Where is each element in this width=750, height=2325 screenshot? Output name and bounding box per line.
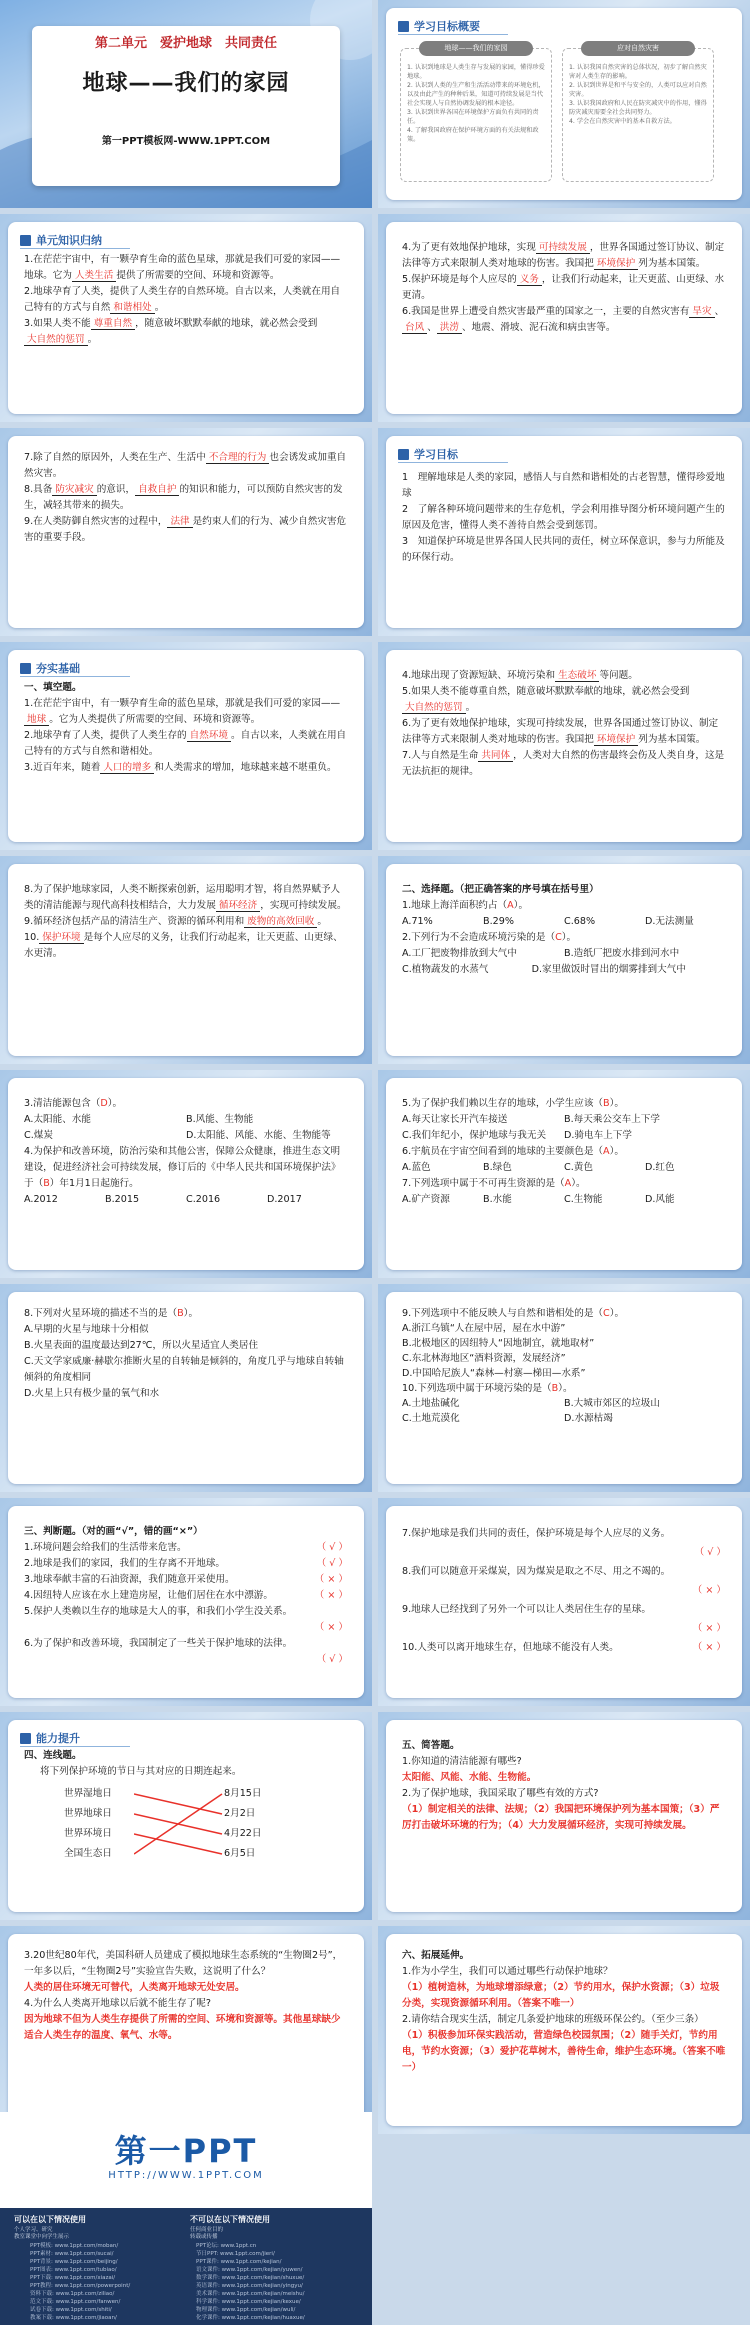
options: A.71% B.29% C.68% D.无法测量 [402,916,694,927]
options: C.植物蔬发的水蒸气 D.家里做饭时冒出的烟雾排到大气中 [402,964,686,975]
question: 7.下列选项中属于不可再生资源的是（A）。 [402,1178,586,1189]
question: 9.在人类防御自然灾害的过程中， 法律 是约束人们的行为、减少自然灾害危害的重要手段。 [24,516,347,543]
slide-knowledge-2 [378,214,750,422]
judge-item: 2.地球是我们的家园，我们的生存离不开地球。 （ √ ） [24,1558,348,1569]
question: 7.人与自然是生命 共同体 ，人类对大自然的伤害最终会伤及人类自身，这是无法抗拒的规律。 [402,750,725,777]
question: 4.为什么人类离开地球以后就不能生存了呢? [24,1998,211,2009]
match-right-item: 2月2日 [224,1808,256,1819]
slide-basics-3 [0,856,372,1064]
options: A.矿产资源 B.水能 C.生物能 D.风能 [402,1194,675,1205]
judge-item: 1.环境问题会给我们的生活带来危害。 （ √ ） [24,1542,348,1553]
footer-link[interactable]: 资料下载: www.1ppt.com/ziliao/ [30,2291,115,2297]
question: 1.你知道的清洁能源有哪些? [402,1756,522,1767]
slide-basics-1 [0,642,372,850]
section-title: 六、拓展延伸。 [402,1950,470,1961]
goal-box-disaster: 应对自然灾害 1. 认识我国自然灾害的总体状况，初步了解自然灾害对人类生存的影响。 2. 认识到世界是和平与安全的，人类可以应对自然灾害。 3. 认识我国政府和人民在防灾减灾中的作用，懂得防灾减灾需要全社会共同努力。 4. 学会在自然灾害中的基本自救方法。 [562,48,714,182]
footer-link[interactable]: PPT背景: www.1ppt.com/beijing/ [30,2259,118,2265]
footer-link[interactable]: PPT教程: www.1ppt.com/powerpoint/ [30,2283,131,2289]
question: 6.宇航员在宇宙空间看到的地球的主要颜色是（A）。 [402,1146,624,1157]
footer-link[interactable]: 试卷下载: www.1ppt.com/shiti/ [30,2307,112,2313]
question: 2.下列行为不会造成环境污染的是（C）。 [402,932,577,943]
header-square-icon [20,663,31,674]
question: 5.保护环境是每个人应尽的 义务 ，让我们行动起来，让天更蓝、山更绿、水更清。 [402,274,725,301]
footer-link[interactable]: PPT论坛: www.1ppt.cn [196,2243,257,2249]
knowledge-header: 单元知识归纳 [20,231,102,249]
match-line [134,1794,222,1814]
question: 8.具备 防灾减灾 的意识， 自救自护 的知识和能力，可以预防自然灾害的发生，减轻其带来的损失。 [24,484,343,511]
question: 1.作为小学生，我们可以通过哪些行动保护地球？ [402,1966,613,1977]
options: A.土地盐碱化 B.大城市郊区的垃圾山 [402,1398,660,1409]
footer-link[interactable]: 美术课件: www.1ppt.com/kejian/meishu/ [196,2291,305,2297]
goal-item: 2 了解各种环境问题带来的生存危机，学会利用推导图分析环境问题产生的原因及危害，懂得人类不善待自然会受到惩罚。 [402,504,725,531]
goal-box-earth: 地球——我们的家园 1. 认识到地球是人类生存与发展的家园，懂得珍爱地球。 2. 认识到人类的生产和生活活动带来的环境危机，以及由此产生的种种后果，知道可持续发展是当代社会实现人与自然协调发展的根本途径。 3. 认识到世界各国在环境保护方面负有共同的责任。 4. 了解我国政府在保护环境方面的有关法规和政策。 [400,48,552,182]
slide-choice-2 [0,1070,372,1278]
judge-item: 8.我们可以随意开采煤炭，因为煤炭是取之不尽、用之不竭的。 [402,1566,671,1577]
question: 2.地球孕育了人类，提供了人类生存的 自然环境 。自古以来，人类就在用自己特有的方式与自然和谐相处。 [24,730,347,757]
judge-item: 9.地球人已经找到了另外一个可以让人类居住生存的星球。 [402,1604,651,1615]
judge-item: 7.保护地球是我们共同的责任，保护环境是每个人应尽的义务。 [402,1528,671,1539]
slide-ability [0,1712,372,1920]
match-left-item: 世界环境日 [64,1828,112,1839]
judge-item: 6.为了保护和改善环境，我国制定了一些关于保护地球的法律。 [24,1638,293,1649]
options: C.煤炭 D.太阳能、风能、水能、生物能等 [24,1130,331,1141]
section-title: 二、选择题。（把正确答案的序号填在括号里） [402,884,599,895]
answer: 人类的居住环境无可替代，人类离开地球无处安居。 [24,1982,245,1993]
cover-site: 第一PPT模板网-WWW.1PPT.COM [101,136,271,147]
footer-link[interactable]: 化学课件: www.1ppt.com/kejian/huaxue/ [196,2315,305,2321]
footer-link[interactable]: 节日PPT: www.1ppt.com/jieri/ [196,2251,275,2257]
option: B.北极地区的因纽特人“因地制宜，就地取材” [402,1338,595,1349]
header-square-icon [20,1733,31,1744]
footer-links-right [196,2242,366,2322]
question: 1.在茫茫宇宙中，有一颗孕育生命的蓝色星球，那就是我们可爱的家园——地球。它为 人类生活 提供了所需要的空间、环境和资源等。 [24,254,341,281]
answer: 因为地球不但为人类生存提供了所需的空间、环境和资源等。其他星球缺少适合人类生存的温度、氧气、水等。 [24,2014,341,2041]
question: 2.为了保护地球，我国采取了哪些有效的方式? [402,1788,599,1799]
footer-link[interactable]: 英语课件: www.1ppt.com/kejian/yingyu/ [196,2283,303,2289]
question: 6.我国是世界上遭受自然灾害最严重的国家之一，主要的自然灾害有 旱灾 、台风 、 洪涝 、地震、滑坡、泥石流和病虫害等。 [402,306,725,333]
usage-forbidden-title: 不可以在以下情况使用 [190,2215,270,2224]
option: A.早期的火星与地球十分相似 [24,1324,149,1335]
match-right-item: 4月22日 [224,1828,262,1839]
header-square-icon [398,449,409,460]
brand-url[interactable]: HTTP://WWW.1PPT.COM [108,2170,264,2181]
footer-link[interactable]: 数学课件: www.1ppt.com/kejian/shuxue/ [196,2275,305,2281]
question: 7.除了自然的原因外，人类在生产、生活中 不合理的行为 也会诱发或加重自然灾害。 [24,452,347,479]
slide-learning-goals [378,428,750,636]
judge-item: 10.人类可以离开地球生存，但地球不能没有人类。 （ × ） [402,1642,726,1653]
section-title: 四、连线题。 [24,1750,82,1761]
slide-knowledge-1 [0,214,372,422]
slide-knowledge-3 [0,428,372,636]
cover-unit-title: 第二单元 爱护地球 共同责任 [94,36,277,51]
match-line [134,1794,222,1854]
footer-link[interactable]: PPT图表: www.1ppt.com/tubiao/ [30,2267,117,2273]
option: B.火星表面的温度最达到27℃，所以火星适宜人类居住 [24,1340,259,1351]
match-intro: 将下列保护环境的节日与其对应的日期连起来。 [40,1766,242,1777]
header-square-icon [20,235,31,246]
slide-footer-ad [0,2112,372,2325]
question: 10. 保护环境 是每个人应尽的义务，让我们行动起来，让天更蓝、山更绿、水更清。 [24,932,343,959]
question: 8.下列对火星环境的描述不当的是（B）。 [24,1308,199,1319]
footer-link[interactable]: PPT下载: www.1ppt.com/xiazai/ [30,2275,116,2281]
section-title: 五、简答题。 [402,1740,460,1751]
slide-choice-3 [378,1070,750,1278]
header-square-icon [398,21,409,32]
judge-item: 3.地球奉献丰富的石油资源，我们随意开采使用。 （ × ） [24,1574,348,1585]
match-right-item: 8月15日 [224,1788,262,1799]
option: D.火星上只有极少量的氧气和水 [24,1388,160,1399]
question: 8.为了保护地球家园，人类不断探索创新，运用聪明才智，将自然界赋予人类的清洁能源与现代高科技相结合，大力发展 循环经济 ，实现可持续发展。 [24,884,347,911]
overview-header: 学习目标概要 [398,17,480,35]
question: 1.地球上海洋面积约占（A）。 [402,900,529,911]
footer-link[interactable]: 物理课件: www.1ppt.com/kejian/wuli/ [196,2307,296,2313]
brand-logo: 第一PPT [114,2132,258,2170]
question: 10.下列选项中属于环境污染的是（B）。 [402,1383,573,1394]
question: 2.地球孕育了人类，提供了人类生存的自然环境。自古以来，人类就在用自己特有的方式与自然 和谐相处 。 [24,286,341,313]
match-left-item: 世界湿地日 [64,1788,112,1799]
section-title: 三、判断题。（对的画“√”，错的画“×”） [24,1526,203,1537]
slide-choice-4 [0,1284,372,1492]
goals-header: 学习目标 [398,445,458,463]
question: 2.请你结合现实生活，制定几条爱护地球的班级环保公约。（至少三条） [402,2014,704,2025]
footer-links-left [30,2242,200,2322]
slide-choice-5 [378,1284,750,1492]
options: A.2012 B.2015 C.2016 D.2017 [24,1194,302,1205]
footer-link[interactable]: PPT课件: www.1ppt.com/kejian/ [196,2259,282,2265]
slide-short-answer-2 [0,1926,372,2134]
question: 3.如果人类不能 尊重自然 ，随意破坏默默奉献的地球，就必然会受到大自然的惩罚 。 [24,318,318,345]
question: 4.地球出现了资源短缺、环境污染和 生态破坏 等问题。 [402,670,638,681]
match-lines [134,1786,224,1866]
question: 5.为了保护我们赖以生存的地球，小学生应该（B）。 [402,1098,625,1109]
option: C.东北林海地区“酒料资源，发展经济” [402,1353,566,1364]
goal-box-title: 地球——我们的家园 [419,41,533,56]
match-left-item: 世界地球日 [64,1808,112,1819]
slide-choice-1 [378,856,750,1064]
match-right-item: 6月5日 [224,1848,256,1859]
options: A.太阳能、水能 B.风能、生物能 [24,1114,254,1125]
ability-header: 能力提升 [20,1729,80,1747]
options: A.每天让家长开汽车接送 B.每天乘公交车上下学 [402,1114,660,1125]
options: A.蓝色 B.绿色 C.黄色 D.红色 [402,1162,675,1173]
goal-item: 1 理解地球是人类的家园，感悟人与自然和谐相处的古老智慧，懂得珍爱地球 [402,472,725,499]
answer: （1）制定相关的法律、法规；（2）我国把环境保护列为基本国策；（3）严厉打击破坏环境的行为；（4）大力发展循环经济，实现可持续发展。 [402,1804,720,1831]
question: 1.在茫茫宇宙中，有一颗孕育生命的蓝色星球，那就是我们可爱的家园——地球 。它为人类提供了所需要的空间、环境和资源等。 [24,698,341,725]
question: 9.循环经济包括产品的清洁生产、资源的循环利用和 废物的高效回收 。 [24,916,327,927]
match-left-item: 全国生态日 [64,1848,112,1859]
answer: 太阳能、风能、水能、生物能。 [402,1772,537,1783]
slide-short-answer-1 [378,1712,750,1920]
question: 5.如果人类不能尊重自然，随意破坏默默奉献的地球，就必然会受到大自然的惩罚 。 [402,686,690,713]
options: C.我们年纪小，保护地球与我无关 D.骑电车上下学 [402,1130,632,1141]
cover-main-title: 地球——我们的家园 [82,71,290,96]
slide-basics-2 [378,642,750,850]
footer-link[interactable]: PPT模板: www.1ppt.com/moban/ [30,2243,119,2249]
section-title: 一、填空题。 [24,682,82,693]
footer-link[interactable]: 教案下载: www.1ppt.com/jiaoan/ [30,2315,117,2321]
question: 3.近百年来，随着 人口的增多 和人类需求的增加，地球越来越不堪重负。 [24,762,337,773]
usage-allowed-title: 可以在以下情况使用 [14,2215,86,2224]
answer: （1）植树造林，为地球增添绿意；（2）节约用水，保护水资源；（3）垃圾分类，实现资源循环利用。（答案不唯一） [402,1982,720,2009]
answer: （1）积极参加环保实践活动，营造绿色校园氛围；（2）随手关灯，节约用电，节约水资源；（3）爱护花草树木，善待生命，维护生态环境。（答案不唯一） [402,2030,726,2073]
slide-judge-1: 三、判断题。（对的画“√”，错的画“×”） 1.环境问题会给我们的生活带来危害。 （ √ ） 2.地球是我们的家园，我们的生存离不开地球。 （ √ ） 3.地球奉献丰富的石油资源，我们随意开采使用。 （ × ） 4.因纽特人应该在水上建造房屋，让他们居住在水中漂游。 （ × ） 5.保护人类赖以生存的地球是大人的事，和我们小学生没关系。 （ × ） 6.为了保护和改善环境，我国制定了一些关于保护地球的法律。 （ √ ） [0,1498,372,1706]
match-line [134,1834,222,1854]
matching-exercise [64,1786,284,1886]
judge-item: 4.因纽特人应该在水上建造房屋，让他们居住在水中漂游。 （ × ） [24,1590,348,1601]
options: C.土地荒漠化 D.水源枯竭 [402,1413,613,1424]
footer-link[interactable]: 范文下载: www.1ppt.com/fanwen/ [30,2299,121,2305]
goal-item: 3 知道保护环境是世界各国人民共同的责任，树立环保意识，参与力所能及的环保行动。 [402,536,725,563]
footer-link[interactable]: 语文课件: www.1ppt.com/kejian/yuwen/ [196,2267,303,2273]
footer-band: 可以在以下情况使用 个人学习、研究 教室课堂中向学生展示 不可以在以下情况使用 任何商业目的 转载或传播 PPT模板: www.1ppt.com/moban/ PPT素材: www.1ppt.com/sucai/ PPT背景: www.1ppt.com/beijing/ PPT图表: www.1ppt.com/tubiao/ PPT下载: www.1ppt.com/xiazai/ PPT教程: www.1ppt.com/powerpoint/ 资料下载: www.1ppt.com/ziliao/ 范文下载: www.1ppt.com/fanwen/ 试卷下载: www.1ppt.com/shiti/ 教案下载: www.1ppt.com/jiaoan/ PPT论坛: www.1ppt.cn 节日PPT: www.1ppt.com/jieri/ PPT课件: www.1ppt.com/kejian/ 语文课件: www.1ppt.com/kejian/yuwen/ 数学课件: www.1ppt.com/kejian/shuxue/ 英语课件: www.1ppt.com/kejian/yingyu/ 美术课件: www.1ppt.com/kejian/meishu/ 科学课件: www.1ppt.com/kejian/kexue/ 物理课件: www.1ppt.com/kejian/wuli/ 化学课件: www.1ppt.com/kejian/huaxue/ [0,2208,372,2325]
option: C.天文学家威廉·赫歇尔推断火星的自转轴是倾斜的，角度几乎与地球自转轴倾斜的角度相同 [24,1356,344,1383]
option: D.中国哈尼族人“森林—村寨—梯田—水系” [402,1368,586,1379]
judge-item: 5.保护人类赖以生存的地球是大人的事，和我们小学生没关系。 [24,1606,293,1617]
slide-overview [378,0,750,208]
slide-judge-2: 7.保护地球是我们共同的责任，保护环境是每个人应尽的义务。 （ √ ） 8.我们可以随意开采煤炭，因为煤炭是取之不尽、用之不竭的。 （ × ） 9.地球人已经找到了另外一个可以让人类居住生存的星球。 （ × ） 10.人类可以离开地球生存，但地球不能没有人类。 （ × ） [378,1498,750,1706]
slide-extension [378,1926,750,2134]
options: A.工厂把废物排放到大气中 B.造纸厂把废水排到河水中 [402,948,680,959]
question: 3.清洁能源包含（D）。 [24,1098,123,1109]
question: 9.下列选项中不能反映人与自然和谐相处的是（C）。 [402,1308,625,1319]
basics-header: 夯实基础 [20,659,80,677]
footer-link[interactable]: 科学课件: www.1ppt.com/kejian/kexue/ [196,2299,301,2305]
question: 6.为了更有效地保护地球，实现可持续发展，世界各国通过签订协议、制定法律等方式来限制人类对地球的伤害。我国把 环境保护 列为基本国策。 [402,718,719,745]
slide-cover [0,0,372,208]
footer-link[interactable]: PPT素材: www.1ppt.com/sucai/ [30,2251,114,2257]
goal-box-title: 应对自然灾害 [581,41,695,56]
option: A.浙江乌镇“人在屋中居，屋在水中游” [402,1323,566,1334]
question: 4.为保护和改善环境，防治污染和其他公害，保障公众健康，推进生态文明建设，促进经济社会可持续发展，修订后的《中华人民共和国环境保护法》于（B）年1月1日起施行。 [24,1146,341,1189]
question: 3.20世纪80年代，美国科研人员建成了模拟地球生态系统的“生物圈2号”，一年多以后，“生物圈2号”实验宣告失败，这说明了什么？ [24,1950,343,1977]
question: 4.为了更有效地保护地球，实现 可持续发展 ，世界各国通过签订协议、制定法律等方式来限制人类对地球的伤害。我国把 环境保护 列为基本国策。 [402,242,725,269]
